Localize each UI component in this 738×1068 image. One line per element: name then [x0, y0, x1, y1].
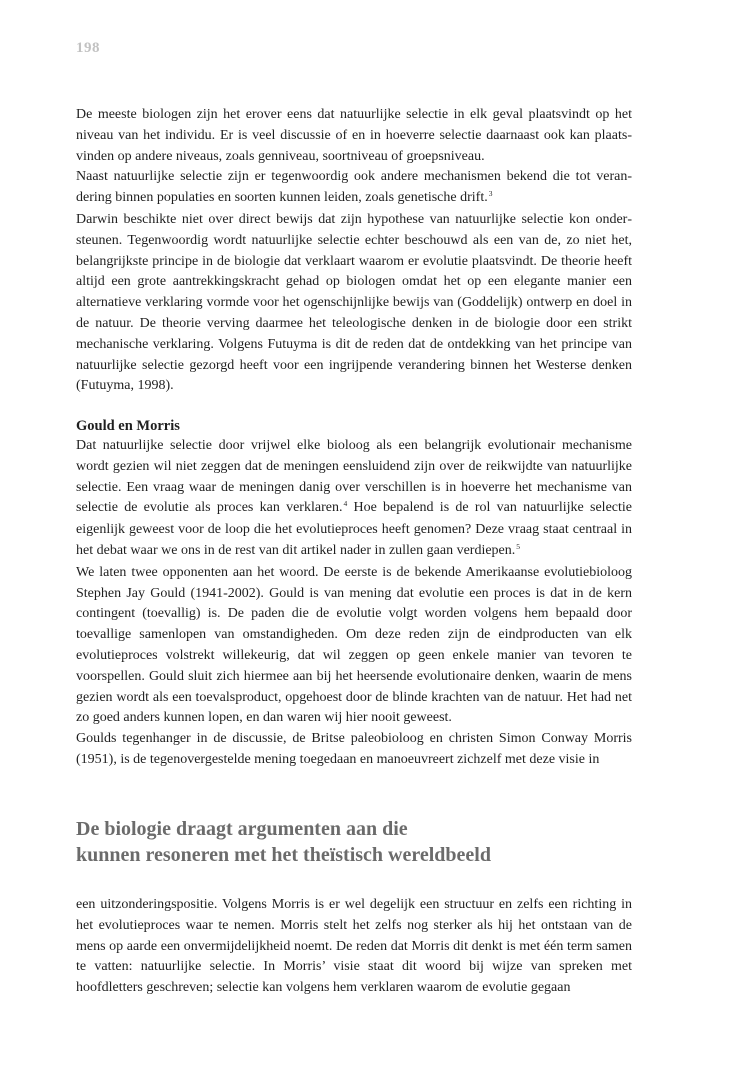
- footnote-marker[interactable]: 5: [516, 541, 521, 551]
- body-text-block-bottom: [76, 895, 632, 999]
- paragraph-text: Naast natuurlijke selectie zijn er tegenwoordig ook andere mechanismen bekend die tot verandering binnen populaties en soorten kunnen leiden, zoals genetische drift.: [76, 169, 632, 206]
- paragraph-text: Hoe bepalend is de rol van natuurlijke selectie eigenlijk geweest voor de loop die het evolutieproces heeft genomen? Deze vraag staat centraal in het debat waar we ons in de rest van dit artikel nader in zullen gaan verdiepen.: [76, 500, 632, 558]
- paragraph-text: Dat natuurlijke selectie door vrijwel elke bioloog als een belangrijk evolutionair mechanisme wordt gezien wil niet zeggen dat de meningen eensluidend zijn over de reikwijdte van natuurlijke selectie. Een vraag waar de meningen danig over verschillen is in hoeverre het mechanisme van selectie de evolutie als proces kan verklaren.: [76, 438, 632, 516]
- pull-quote: [76, 816, 636, 868]
- paragraph: [76, 167, 632, 210]
- paragraph: Goulds tegenhanger in de discussie, de Britse paleobioloog en christen Simon Conway Morris (1951), is de tegenovergestelde mening toegedaan en manoeuvreert zichzelf met deze visie in: [76, 731, 632, 767]
- footnote-marker[interactable]: 3: [488, 189, 493, 199]
- footnote-marker[interactable]: 4: [343, 499, 348, 509]
- paragraph: We laten twee opponenten aan het woord. De eerste is de bekende Amerikaanse evolutiebioloog Stephen Jay Gould (1941-2002). Gould is van mening dat evolutie een proces is dat in de kern contingent (toevallig) is. De paden die de evolutie volgt worden volgens hem bepaald door toevallige samenlopen van omstandigheden. Om deze reden zijn de eindproducten van elk evolutieproces volstrekt willekeurig, dat wil zeggen op geen enkele manier van tevoren te voorspellen. Gould sluit zich hiermee aan bij het heersende evolutionaire denken, waarin de mens gezien wordt als een toevalsproduct, opgehoest door de blinde krachten van de natuur. Het had net zo goed anders kunnen lopen, en dan waren wij hier nooit geweest.: [76, 564, 632, 726]
- pull-quote-line: kunnen resoneren met het theïstisch wereldbeeld: [76, 844, 491, 866]
- paragraph: De meeste biologen zijn het erover eens dat natuurlijke selectie in elk geval plaatsvindt op het niveau van het individu. Er is veel discussie of en in hoeverre selectie daarnaast ook kan plaatsvinden op andere niveaus, zoals genniveau, soortniveau of groepsniveau.: [76, 107, 632, 164]
- paragraph: Darwin beschikte niet over direct bewijs dat zijn hypothese van natuurlijke selectie kon ondersteunen. Tegenwoordig wordt natuurlijke selectie echter beschouwd als een van de, zo niet het, belangrijkste principe in de biologie dat verklaart waarom er evolutie plaatsvindt. De theorie heeft altijd een grote aantrekkingskracht gehad op biologen omdat het op een elegante manier een alternatieve verklaring vormde voor het ogenschijnlijke bewijs van (Goddelijk) ontwerp en doel in de natuur. De theorie verving daarmee het teleologische denken in de biologie door een strikt mechanische verklaring. Volgens Futuyma is dit de reden dat de ontdekking van het principe van natuurlijke selectie gezorgd heeft voor een ingrijpende verandering binnen het Westerse denken (Futuyma, 1998).: [76, 211, 632, 394]
- pull-quote-line: De biologie draagt argumenten aan die: [76, 818, 408, 840]
- page-number: 198: [76, 40, 100, 56]
- section-gould-en-morris: [76, 416, 632, 771]
- section-heading: Gould en Morris: [76, 418, 180, 434]
- body-text-block-top: [76, 105, 632, 397]
- paragraph: een uitzonderingspositie. Volgens Morris is er wel degelijk een structuur en zelfs een richting in het evolutieproces waar te nemen. Morris stelt het zelfs nog sterker als hij het ontstaan van de mens op aarde een onvermijdelijkheid noemt. De reden dat Morris dit denkt is met één term samen te vatten: natuurlijke selectie. In Morris’ visie staat dit woord bij wijze van spreken met hoofdletters geschreven; selectie kan volgens hem verklaren waarom de evolutie gegaan: [76, 897, 632, 996]
- paragraph: [76, 436, 632, 563]
